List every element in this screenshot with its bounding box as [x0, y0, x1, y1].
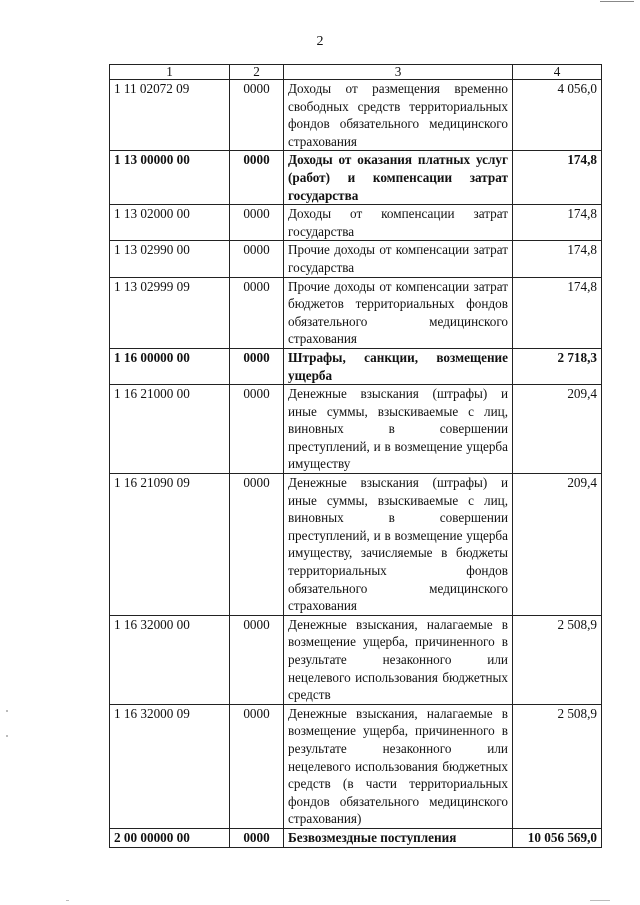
code-cell: 2 00 00000 00 [110, 828, 230, 847]
table-row [110, 704, 602, 828]
amount-cell: 2 508,9 [513, 615, 602, 704]
amount-cell: 174,8 [513, 241, 602, 277]
budget-revenue-table [109, 64, 602, 848]
column-header-2: 2 [230, 65, 284, 80]
column-header-4: 4 [513, 65, 602, 80]
subcode-cell: 0000 [230, 277, 284, 348]
amount-cell: 4 056,0 [513, 80, 602, 151]
subcode-cell: 0000 [230, 615, 284, 704]
subcode-cell: 0000 [230, 828, 284, 847]
description-cell: Денежные взыскания (штрафы) и иные суммы, взыскиваемые с лиц, виновных в совершении преступлений, и в возмещение ущерба имуществу, зачисляемые в бюджеты территориальных фондов обязательного медицинского страхования [284, 474, 513, 616]
description-cell: Прочие доходы от компенсации затрат бюджетов территориальных фондов обязательного медицинского страхования [284, 277, 513, 348]
table-row [110, 474, 602, 616]
table-body [110, 80, 602, 848]
code-cell: 1 16 32000 09 [110, 704, 230, 828]
amount-cell: 10 056 569,0 [513, 828, 602, 847]
description-cell: Доходы от компенсации затрат государства [284, 205, 513, 241]
description-cell: Доходы от оказания платных услуг (работ) и компенсации затрат государства [284, 151, 513, 205]
column-header-3: 3 [284, 65, 513, 80]
description-cell: Безвозмездные поступления [284, 828, 513, 847]
description-cell: Денежные взыскания (штрафы) и иные суммы, взыскиваемые с лиц, виновных в совершении преступлений, и в возмещение ущерба имуществу [284, 385, 513, 474]
code-cell: 1 16 21000 00 [110, 385, 230, 474]
subcode-cell: 0000 [230, 348, 284, 384]
amount-cell: 174,8 [513, 277, 602, 348]
description-cell: Штрафы, санкции, возмещение ущерба [284, 348, 513, 384]
description-cell: Денежные взыскания, налагаемые в возмещение ущерба, причиненного в результате незаконного или нецелевого использования бюджетных средств (в части территориальных фондов обязательного медицинского страхования) [284, 704, 513, 828]
page-number: 2 [316, 34, 324, 49]
description-cell: Прочие доходы от компенсации затрат государства [284, 241, 513, 277]
description-cell: Денежные взыскания, налагаемые в возмещение ущерба, причиненного в результате незаконного или нецелевого использования бюджетных средств [284, 615, 513, 704]
amount-cell: 209,4 [513, 385, 602, 474]
code-cell: 1 13 00000 00 [110, 151, 230, 205]
table-header-row [110, 65, 602, 80]
table-row [110, 205, 602, 241]
table-row [110, 151, 602, 205]
table-row [110, 241, 602, 277]
subcode-cell: 0000 [230, 241, 284, 277]
scan-speck [590, 900, 610, 901]
description-cell: Доходы от размещения временно свободных средств территориальных фондов обязательного медицинского страхования [284, 80, 513, 151]
scan-speck [6, 710, 8, 712]
code-cell: 1 11 02072 09 [110, 80, 230, 151]
subcode-cell: 0000 [230, 205, 284, 241]
subcode-cell: 0000 [230, 474, 284, 616]
subcode-cell: 0000 [230, 151, 284, 205]
table-row [110, 385, 602, 474]
amount-cell: 174,8 [513, 205, 602, 241]
amount-cell: 2 508,9 [513, 704, 602, 828]
scan-edge-mark [600, 1, 634, 2]
subcode-cell: 0000 [230, 704, 284, 828]
scan-speck [66, 900, 69, 901]
amount-cell: 2 718,3 [513, 348, 602, 384]
amount-cell: 174,8 [513, 151, 602, 205]
code-cell: 1 16 21090 09 [110, 474, 230, 616]
code-cell: 1 13 02999 09 [110, 277, 230, 348]
subcode-cell: 0000 [230, 80, 284, 151]
table-row [110, 615, 602, 704]
scan-speck [6, 735, 8, 737]
column-header-1: 1 [110, 65, 230, 80]
table-row [110, 277, 602, 348]
code-cell: 1 13 02990 00 [110, 241, 230, 277]
amount-cell: 209,4 [513, 474, 602, 616]
table-row [110, 348, 602, 384]
table-row [110, 828, 602, 847]
code-cell: 1 16 32000 00 [110, 615, 230, 704]
code-cell: 1 16 00000 00 [110, 348, 230, 384]
subcode-cell: 0000 [230, 385, 284, 474]
table-row [110, 80, 602, 151]
code-cell: 1 13 02000 00 [110, 205, 230, 241]
